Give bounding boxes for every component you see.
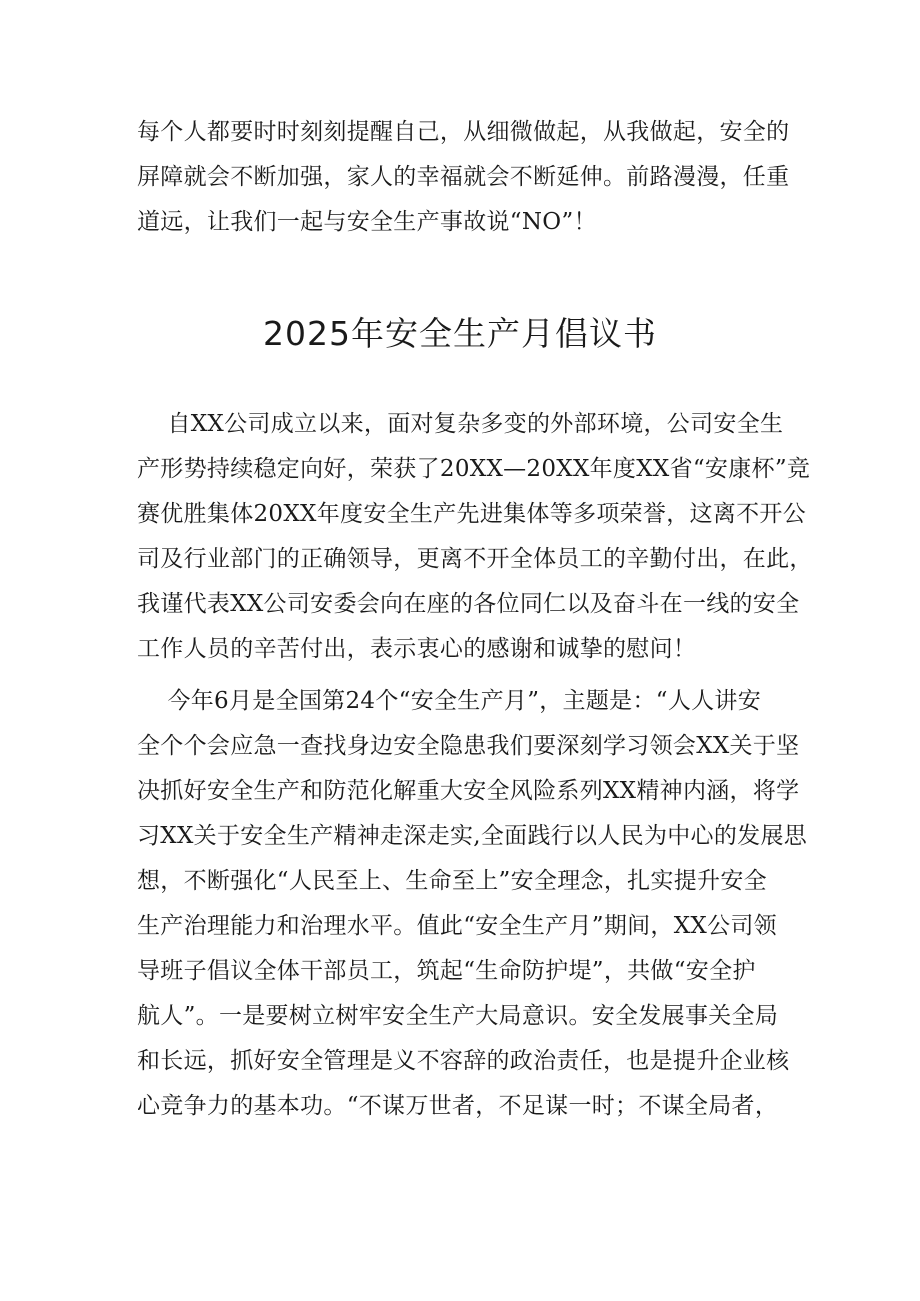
text-line: 决抓好安全生产和防范化解重大安全风险系列XX精神内涵，将学 (137, 778, 800, 804)
text-line: 和长远，抓好安全管理是义不容辞的政治责任，也是提升企业核 (137, 1048, 790, 1074)
text-line: 赛优胜集体20XX年度安全生产先进集体等多项荣誉，这离不开公 (137, 501, 807, 527)
paragraph-gap (137, 672, 797, 679)
text-line: 产形势持续稳定向好，荣获了20XX—20XX年度XX省“安康杯”竞 (137, 456, 811, 482)
text-line: 自XX公司成立以来，面对复杂多变的外部环境，公司安全生 (137, 411, 784, 437)
paragraph-2 (137, 679, 808, 1129)
paragraph-1 (137, 402, 813, 672)
document-title: 2025年安全生产月倡议书 (263, 314, 657, 353)
text-line: 今年6月是全国第24个“安全生产月”，主题是：“人人讲安 (137, 688, 762, 714)
text-line: 道远，让我们一起与安全生产事故说“NO”！ (137, 209, 597, 235)
text-line: 屏障就会不断加强，家人的幸福就会不断延伸。前路漫漫，任重 (137, 164, 790, 190)
text-line: 工作人员的辛苦付出，表示衷心的感谢和诚挚的慰问！ (137, 636, 697, 662)
intro-paragraph (137, 110, 797, 245)
text-line: 全个个会应急一查找身边安全隐患我们要深刻学习领会XX关于坚 (137, 733, 800, 759)
text-line: 心竞争力的基本功。“不谋万世者，不足谋一时；不谋全局者， (137, 1093, 779, 1119)
text-line: 航人”。一是要树立树牢安全生产大局意识。安全发展事关全局 (137, 1003, 779, 1029)
text-line: 生产治理能力和治理水平。值此“安全生产月”期间，XX公司领 (137, 913, 777, 939)
document-body (137, 402, 813, 1129)
text-line: 习XX关于安全生产精神走深走实,全面践行以人民为中心的发展思 (137, 823, 808, 849)
text-line: 想，不断强化“人民至上、生命至上”安全理念，扎实提升安全 (137, 868, 767, 894)
text-line: 司及行业部门的正确领导，更离不开全体员工的辛勤付出，在此， (137, 546, 813, 572)
text-line: 每个人都要时时刻刻提醒自己，从细微做起，从我做起，安全的 (137, 119, 790, 145)
text-line: 导班子倡议全体干部员工，筑起“生命防护堤”，共做“安全护 (137, 958, 756, 984)
text-line: 我谨代表XX公司安委会向在座的各位同仁以及奋斗在一线的安全 (137, 591, 800, 617)
